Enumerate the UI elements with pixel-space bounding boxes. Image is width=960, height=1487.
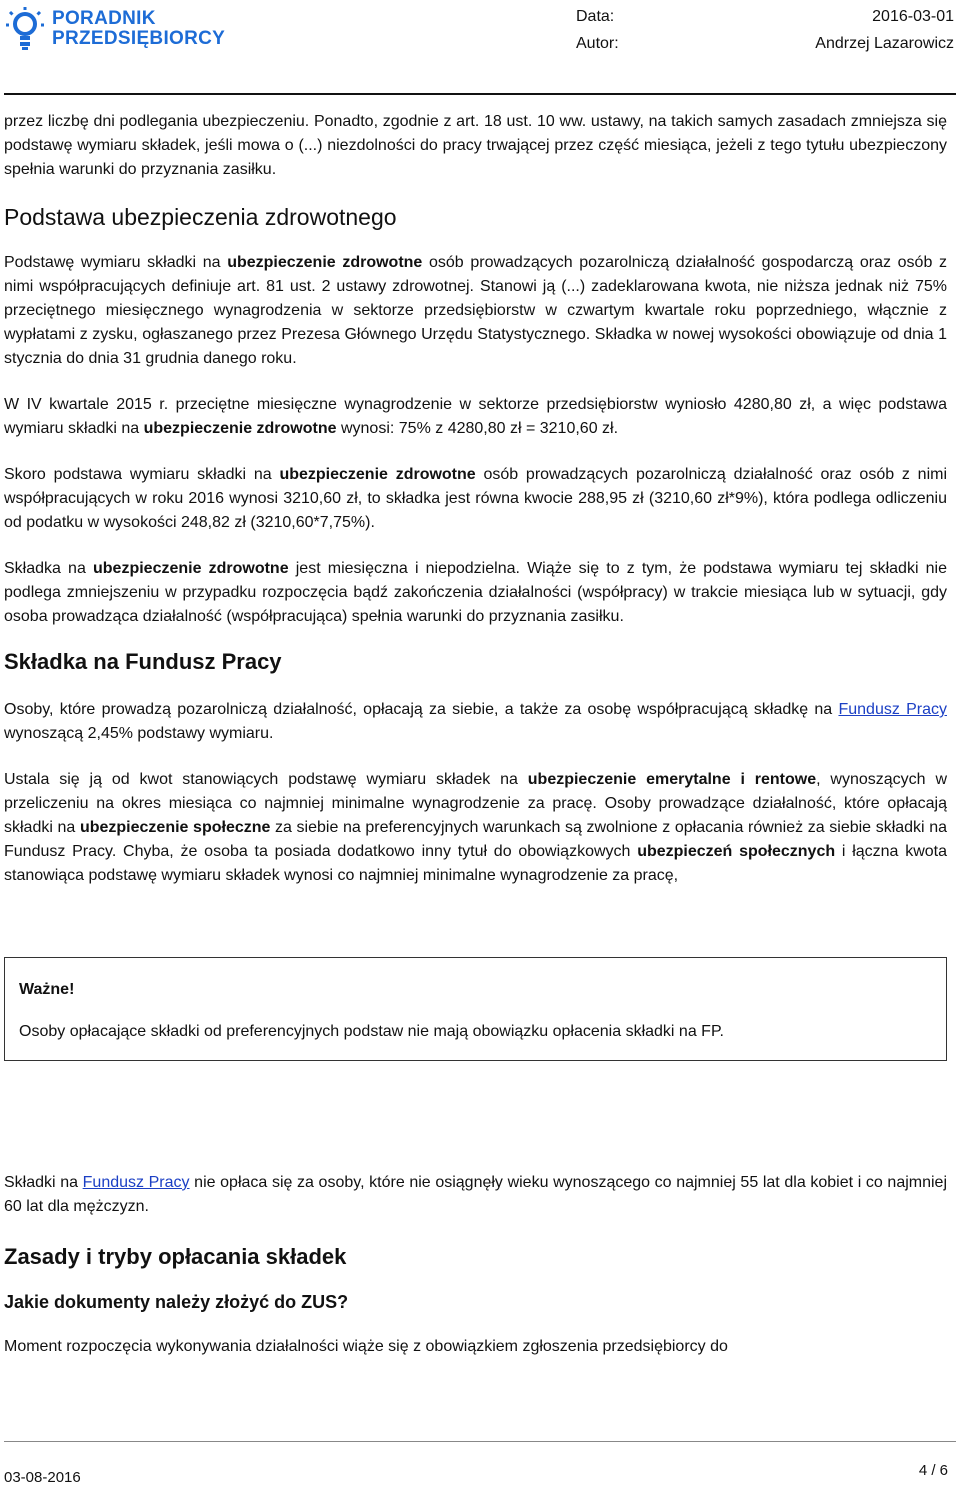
- page-footer: [4, 1441, 956, 1486]
- author-value: Andrzej Lazarowicz: [815, 35, 954, 52]
- labour-fund-paragraph-1: Osoby, które prowadzą pozarolniczą działalność, opłacają za siebie, a także za osobę współpracującą składkę na Fundusz Pracy wynoszącą 2,45% podstawy wymiaru.: [4, 701, 947, 742]
- important-note-text: Osoby opłacające składki od preferencyjnych podstaw nie mają obowiązku opłacenia składki na FP.: [19, 1023, 724, 1040]
- footer-date: 03-08-2016: [4, 1469, 81, 1486]
- footer-divider: [4, 1441, 956, 1442]
- health-paragraph-1: Podstawę wymiaru składki na ubezpieczenie zdrowotne osób prowadzących pozarolniczą działalność gospodarczą oraz osób z nimi współpracujących definiuje art. 81 ust. 2 ustawy zdrowotnej. Stanowi ją (...) zadeklarowana kwota, nie niższa jednak niż 75% przeciętnego miesięcznego wynagrodzenia w sektorze przedsiębiorstw w czwartym kwartale roku poprzedniego, włącznie z wypłatami z zysku, ogłaszanego przez Prezesa Głównego Urzędu Statystycznego. Składka w nowej wysokości obowiązuje od dnia 1 stycznia do dnia 31 grudnia danego roku.: [4, 254, 948, 367]
- date-value: 2016-03-01: [872, 8, 954, 25]
- date-label: Data:: [576, 8, 615, 25]
- author-label: Autor:: [576, 35, 619, 52]
- health-paragraph-4: Składka na ubezpieczenie zdrowotne jest miesięczna i niepodzielna. Wiąże się to z tym, że podstawa wymiaru tej składki nie podlega zmniejszeniu w przypadku rozpoczęcia bądź zakończenia działalności (współpracy) w trakcie miesiąca lub w sytuacji, gdy osoba prowadząca działalność (współpracująca) spełnia warunki do przyznania zasiłku.: [4, 560, 947, 625]
- logo-line-1: PORADNIK: [52, 8, 156, 29]
- logo-line-2: PRZEDSIĘBIORCY: [52, 28, 226, 49]
- logo-text: [52, 9, 225, 49]
- page-header: [0, 0, 960, 58]
- labour-fund-paragraph-2: Ustala się ją od kwot stanowiących podstawę wymiaru składek na ubezpieczenie emerytalne i rentowe, wynoszących w przeliczeniu na okres miesiąca co najmniej minimalne wynagrodzenie za pracę. Osoby prowadzące działalność, które opłacają składki na ubezpieczenie społeczne za siebie na preferencyjnych warunkach są zwolnione z opłacania również za siebie składki na Fundusz Pracy. Chyba, że osoba ta posiada dodatkowo inny tytuł do obowiązkowych ubezpieczeń społecznych i łączna kwota stanowiąca podstawę wymiaru składek wynosi co najmniej minimalne wynagrodzenie za pracę,: [4, 771, 948, 884]
- intro-paragraph: przez liczbę dni podlegania ubezpieczeniu. Ponadto, zgodnie z art. 18 ust. 10 ww. ustawy, na takich samych zasadach zmniejsza się podstawę wymiaru składek, jeśli mowa o (...) niezdolności do pracy trwającej przez część miesiąca, jeżeli z tego tytułu ubezpieczony spełnia warunki do przyznania zasiłku.: [4, 113, 947, 178]
- lightbulb-icon: [6, 6, 44, 52]
- logo[interactable]: [6, 6, 225, 52]
- fundusz-pracy-link[interactable]: Fundusz Pracy: [838, 701, 947, 718]
- payment-rules-paragraph-1: Moment rozpoczęcia wykonywania działalności wiąże się z obowiązkiem zgłoszenia przedsiębiorcy do: [4, 1338, 728, 1355]
- section-title-labour-fund: Składka na Fundusz Pracy: [4, 649, 282, 674]
- labour-fund-paragraph-3: Składki na Fundusz Pracy nie opłaca się za osoby, które nie osiągnęły wieku wynoszącego co najmniej 55 lat dla kobiet i co najmniej 60 lat dla mężczyzn.: [4, 1174, 948, 1215]
- important-note-title: Ważne!: [19, 981, 75, 998]
- health-paragraph-2: W IV kwartale 2015 r. przeciętne miesięczne wynagrodzenie w sektorze przedsiębiorstw wyniosło 4280,80 zł, a więc podstawa wymiaru składki na ubezpieczenie zdrowotne wynosi: 75% z 4280,80 zł = 3210,60 zł.: [4, 396, 947, 437]
- article-body: [4, 110, 947, 1359]
- health-paragraph-3: Skoro podstawa wymiaru składki na ubezpieczenie zdrowotne osób prowadzących pozarolniczą działalność oraz osób z nimi współpracujących w roku 2016 wynosi 3210,60 zł, to składka jest równa kwocie 288,95 zł (3210,60 zł*9%), która podlega odliczeniu od podatku w wysokości 248,82 zł (3210,60*7,75%).: [4, 466, 948, 531]
- important-note-box: [4, 957, 947, 1061]
- document-meta: [576, 3, 954, 57]
- fundusz-pracy-link-2[interactable]: Fundusz Pracy: [82, 1174, 190, 1191]
- section-title-payment-rules: Zasady i tryby opłacania składek: [4, 1244, 347, 1269]
- page-number: 4 / 6: [918, 1462, 948, 1479]
- header-divider: [4, 93, 956, 95]
- subsection-title-documents: Jakie dokumenty należy złożyć do ZUS?: [4, 1292, 349, 1312]
- section-title-health: Podstawa ubezpieczenia zdrowotnego: [4, 204, 397, 230]
